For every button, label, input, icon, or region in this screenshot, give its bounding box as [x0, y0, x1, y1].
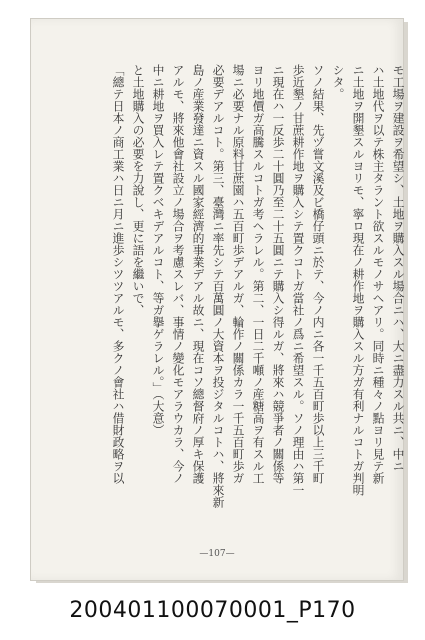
text-column: 場ニ必要ナル原料甘蔗園ハ五百町歩デアルガ、輪作ノ關係カラ一千五百町歩ガ [231, 64, 245, 484]
text-column: ヨリ地價ガ高騰スルコトガ考ヘラレル。第二、一日二千噸ノ産糖高ヲ有スル工 [251, 64, 265, 484]
text-column: 必要デアルコト。第三、臺灣ニ率先シテ百萬圓ノ大資本ヲ投ジタルコトハ、將來新 [211, 64, 225, 508]
image-caption: 200401100070001_P170 [69, 598, 356, 623]
text-column: モ工場ヲ建設ヲ希望シ、土地ヲ購入スル場合ニハ、大ニ盡力スル共ニ、中ニ [391, 64, 405, 472]
text-column: ニ土地ヲ開墾スルヨリモ、寧ロ現在ノ耕作地ヲ購入スル方ガ有利ナルコトガ判明 [351, 64, 365, 496]
text-column: 「總テ日本ノ商工業ハ日ニ月ニ進歩シツツアルモ、多クノ會社ハ借財政略ヲ以 [111, 64, 125, 484]
book-page [30, 18, 404, 581]
text-column: ニ現在ハ一反歩二十圓乃至二十五圓ニテ購入シ得ルガ、將來ハ競爭者ノ關係等 [271, 64, 285, 484]
text-column: 中ニ耕地ヲ買入レテ置クベキデアルコト、等ガ擧ゲラレル。」（大意） [151, 64, 165, 437]
page-number: —107— [199, 549, 235, 559]
text-column: と土地購入の必要を力說し、更に語を繼いで、 [131, 64, 145, 316]
text-column: 島ノ産業發達ニ資スル國家經濟的事業デアル故ニ、現在コソ總督府ノ厚キ保護 [191, 64, 205, 484]
text-column: アルモ、將來他會社設立ノ場合ヲ考慮スレバ、事情ノ變化モアラウカラ、今ノ [171, 64, 185, 484]
text-column: 歩近墾ノ甘蔗耕作地ヲ購入シテ置クコトガ當社ノ爲ニ希望スル。ソノ理由ハ第一 [291, 64, 305, 496]
vertical-text-block [95, 64, 407, 554]
text-column: ハ土地代ヲ以テ株主タラント欲スルモノサヘアリ。同時ニ種々ノ點ヨリ見テ新 [371, 64, 385, 484]
text-column: ソノ結果、先ヅ嘗文溪及ビ橋仔頭ニ於テ、今ノ内ニ各一千五百町歩以上三千町 [311, 64, 325, 484]
text-column: シタ。 [331, 64, 345, 100]
